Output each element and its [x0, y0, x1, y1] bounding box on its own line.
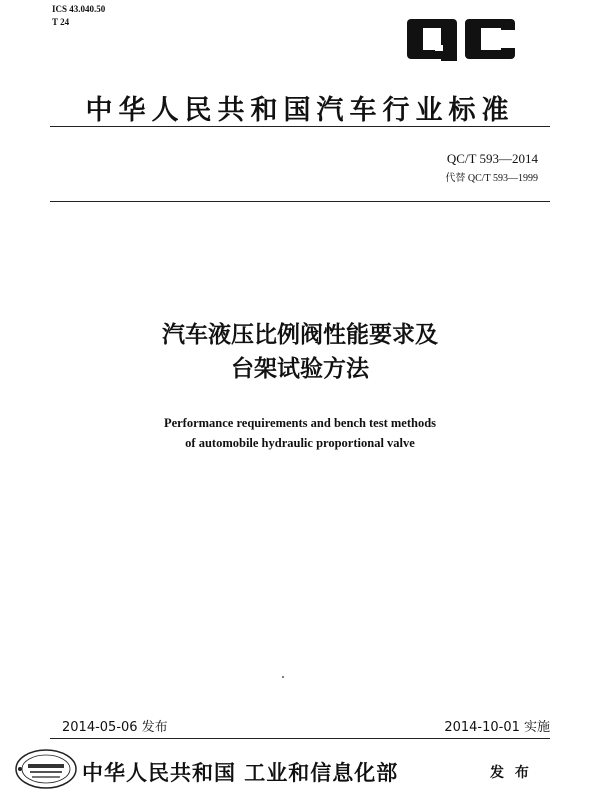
publish-date: 2014-05-06 发布 [62, 720, 168, 735]
implement-date: 2014-10-01 实施 [444, 720, 550, 735]
header-divider [50, 201, 550, 202]
replaces-code: 代替 QC/T 593—1999 [445, 173, 538, 184]
issuing-authority: 中华人民共和国 工业和信息化部 [82, 761, 399, 785]
qc-logo [405, 17, 517, 63]
title-en-line-2: of automobile hydraulic proportional valve [185, 436, 415, 450]
publisher-seal-icon [14, 748, 78, 790]
footer-divider [50, 738, 550, 739]
ics-code: ICS 43.040.50 [52, 4, 106, 14]
document-title-zh [50, 318, 550, 386]
issued-label: 发 布 [490, 765, 532, 781]
category-code: T 24 [52, 17, 70, 27]
title-zh-line-1: 汽车液压比例阀性能要求及 [162, 322, 438, 348]
scan-speck [282, 676, 284, 678]
document-title-en [50, 413, 550, 453]
standard-code: QC/T 593—2014 [446, 151, 538, 166]
standard-type-title: 中华人民共和国汽车行业标准 [85, 95, 515, 126]
top-divider [50, 126, 550, 127]
title-zh-line-2: 台架试验方法 [231, 356, 369, 382]
title-en-line-1: Performance requirements and bench test methods [163, 416, 437, 430]
